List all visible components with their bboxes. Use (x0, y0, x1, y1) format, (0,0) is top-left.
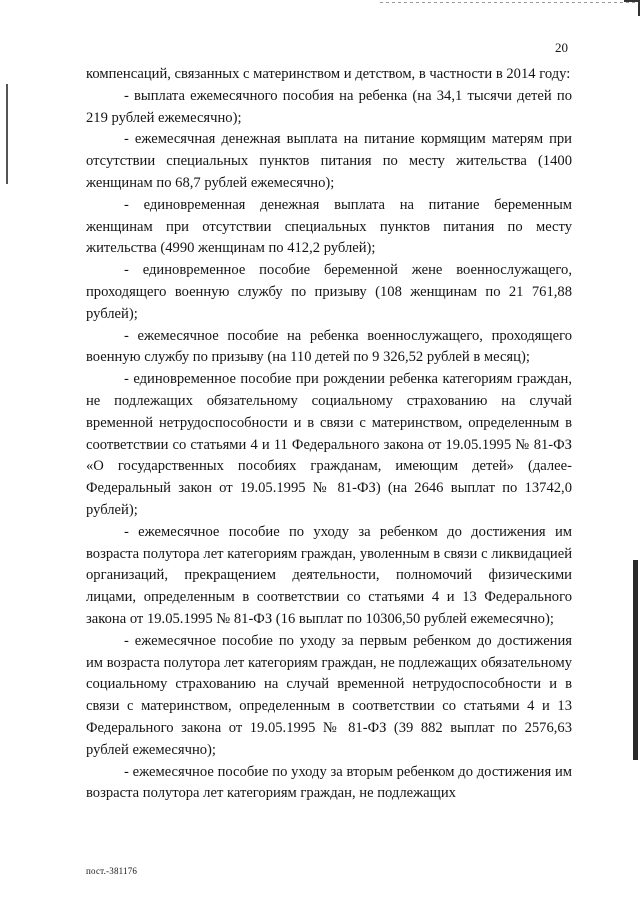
page-number: 20 (555, 40, 568, 55)
footer-code: пост.-381176 (86, 866, 138, 876)
paragraph-childcare-first-child: - ежемесячное пособие по уходу за первым ребенком до достижения им возраста полутора лет категориям граждан, не подлежащих обязательному социальному страхованию на случай временной нетрудоспособности и в связи с материнством, определенным в соответствии со статьями 4 и 13 Федерального закона от 19.05.1995 № 81-ФЗ (39 882 выплат по 2576,63 рублей ежемесячно); (86, 632, 572, 758)
margin-mark (6, 84, 8, 184)
paragraph-birth-allowance: - единовременное пособие при рождении ребенка категориям граждан, не подлежащих обязательному социальному страхованию на случай временной нетрудоспособности и в связи с материнством, определенным в соответствии со статьями 4 и 11 Федерального закона от 19.05.1995 № 81-ФЗ «О государственных пособиях гражданам, имеющим детей» (далее-Федеральный закон от 19.05.1995 № 81-ФЗ) (на 2646 выплат по 13742,0 рублей); (86, 371, 572, 518)
scan-edge-top (380, 2, 638, 3)
paragraph-servicemen-wife: - единовременное пособие беременной жене военнослужащего, проходящего военную службу по призыву (108 женщинам по 21 761,88 рублей); (86, 262, 572, 322)
paragraph-nursing-mothers: - ежемесячная денежная выплата на питание кормящим матерям при отсутствии специальных пунктов питания по месту жительства (1400 женщинам по 68,7 рублей ежемесячно); (86, 131, 572, 191)
paragraph-childcare-dismissed: - ежемесячное пособие по уходу за ребенком до достижения им возраста полутора лет категориям граждан, уволенным в связи с ликвидацией организаций, прекращением деятельности, полномочий физическими лицами, определенным в соответствии со статьями 4 и 13 Федерального закона от 19.05.1995 № 81-ФЗ (16 выплат по 10306,50 рублей ежемесячно); (86, 523, 572, 627)
paragraph-intro: компенсаций, связанных с материнством и детством, в частности в 2014 году: (86, 66, 571, 82)
scan-corner-mark (624, 0, 640, 16)
document-body (86, 64, 572, 805)
scan-edge-right (633, 560, 638, 760)
paragraph-child-allowance: - выплата ежемесячного пособия на ребенка (на 34,1 тысячи детей по 219 рублей ежемесячно); (86, 87, 572, 126)
paragraph-pregnant-women: - единовременная денежная выплата на питание беременным женщинам при отсутствии специальных пунктов питания по месту жительства (4990 женщинам по 412,2 рублей); (86, 196, 572, 257)
paragraph-childcare-second-child: - ежемесячное пособие по уходу за вторым ребенком до достижения им возраста полутора лет категориям граждан, не подлежащих (86, 763, 572, 802)
paragraph-servicemen-child: - ежемесячное пособие на ребенка военнослужащего, проходящего военную службу по призыву (на 110 детей по 9 326,52 рублей в месяц); (86, 327, 572, 366)
